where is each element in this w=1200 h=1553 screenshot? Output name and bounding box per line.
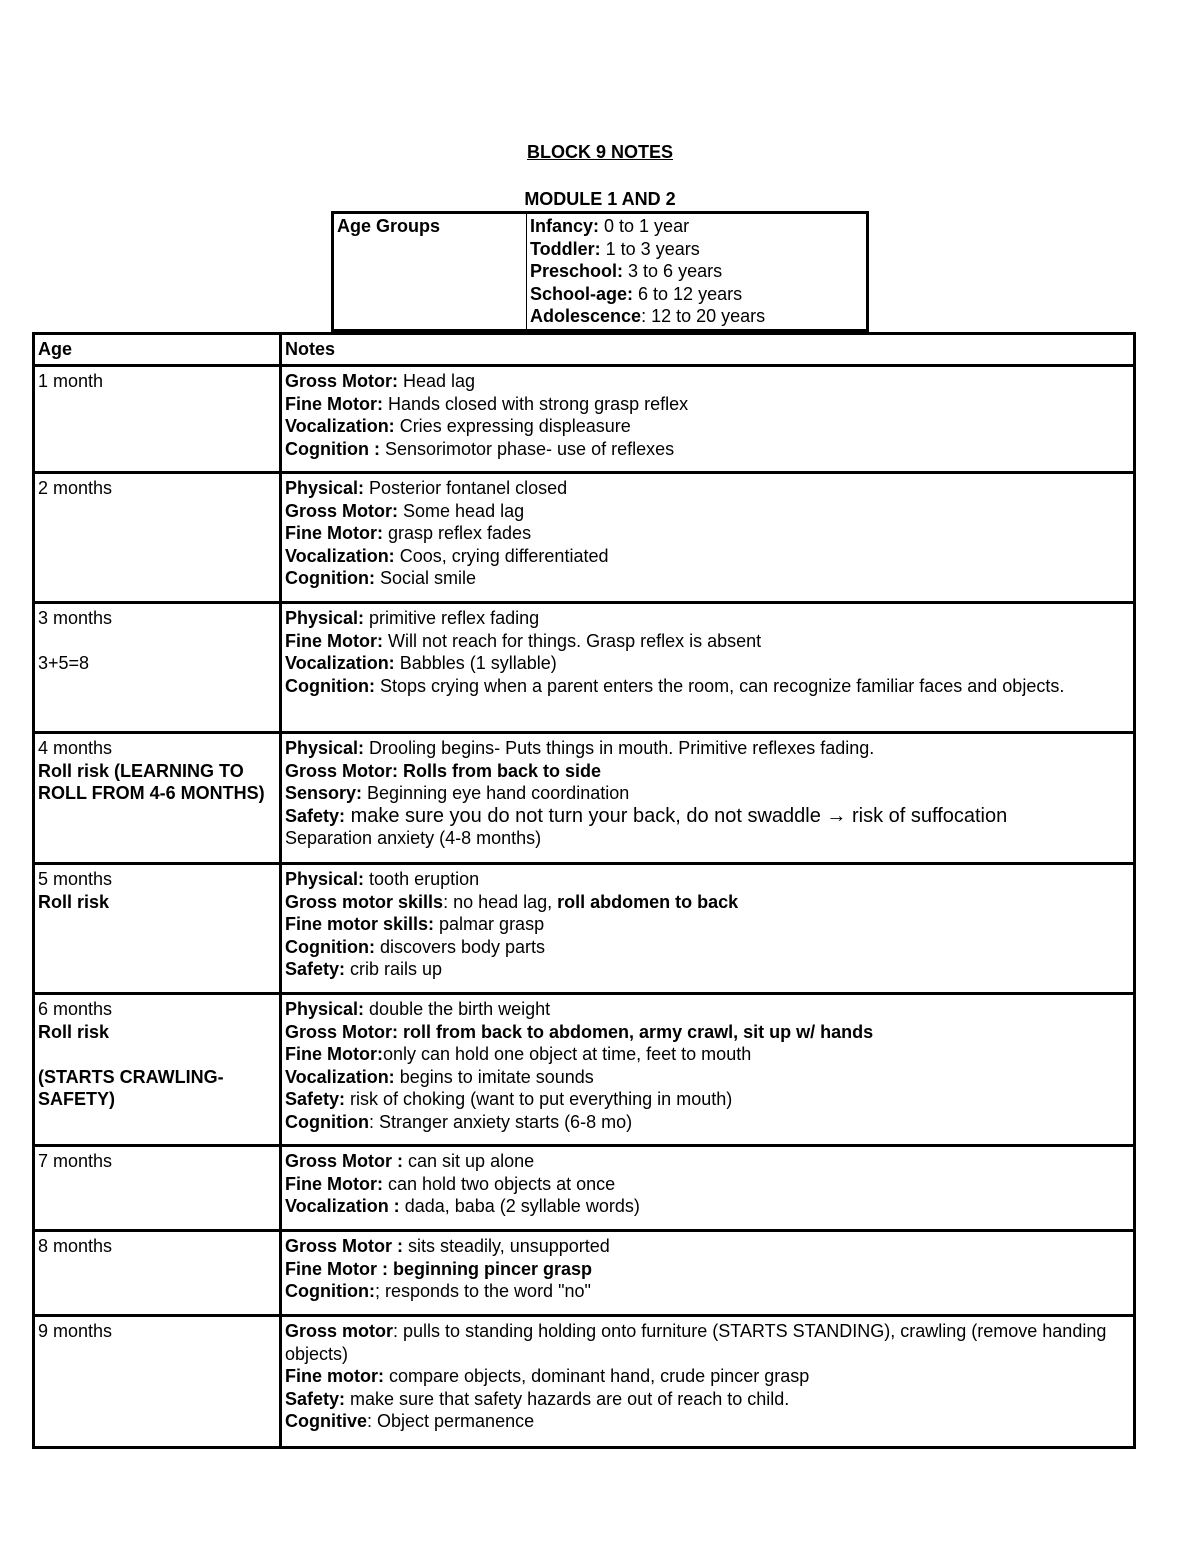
note-line: [285, 1280, 1129, 1303]
age-cell: [34, 473, 281, 603]
age-risk-note: Roll risk (LEARNING TO ROLL FROM 4-6 MONTHS): [38, 760, 265, 803]
note-category: Fine Motor:: [285, 393, 383, 414]
note-line: [285, 913, 1129, 936]
note-category: Fine motor:: [285, 1366, 384, 1386]
age-risk-note: (STARTS CRAWLING-SAFETY): [38, 1066, 224, 1109]
notes-cell: [281, 994, 1135, 1146]
note-line: [285, 675, 1129, 698]
note-line: [285, 393, 1129, 416]
table-row: [34, 864, 1135, 994]
note-line: [285, 438, 1129, 461]
note-text: only can hold one object at time, feet to mouth: [382, 1044, 752, 1064]
age-group-name: Adolescence: [530, 306, 642, 326]
note-category: Gross Motor:: [285, 1021, 399, 1042]
note-text: risk of choking (want to put everything in mouth): [345, 1089, 733, 1109]
age-group-range: 1 to 3 years: [600, 238, 700, 259]
age-label: 9 months: [38, 1321, 113, 1341]
age-group-range: 3 to 6 years: [623, 261, 723, 281]
note-line: [285, 652, 1129, 675]
note-category: Gross Motor :: [285, 1151, 404, 1171]
note-line: [285, 1111, 1129, 1134]
note-text: make sure you do not turn your back, do not swaddle → risk of suffocation: [345, 804, 1008, 827]
note-category: Physical:: [285, 738, 365, 758]
note-line: [285, 1173, 1129, 1196]
age-groups-list: [527, 213, 868, 331]
note-text: make sure that safety hazards are out of reach to child.: [345, 1388, 790, 1409]
note-category: Physical:: [285, 478, 365, 498]
note-category: Cognition :: [285, 438, 380, 459]
note-line: [285, 1235, 1129, 1258]
note-category: Fine Motor:: [285, 1173, 383, 1194]
note-text: double the birth weight: [364, 999, 551, 1019]
note-category: Fine Motor:: [285, 523, 383, 543]
table-row: [34, 1231, 1135, 1316]
note-category: Safety:: [285, 805, 346, 826]
note-text: compare objects, dominant hand, crude pincer grasp: [384, 1366, 810, 1386]
age-label: 6 months: [38, 999, 113, 1019]
note-text: Posterior fontanel closed: [364, 478, 568, 498]
table-row: [34, 366, 1135, 473]
note-line: [285, 415, 1129, 438]
note-text: Sensorimotor phase- use of reflexes: [379, 438, 675, 459]
note-text: tooth eruption: [364, 869, 480, 889]
age-group-item: [530, 260, 863, 283]
note-category: Gross motor: [285, 1321, 394, 1341]
table-row: [34, 733, 1135, 864]
age-cell: [34, 603, 281, 733]
note-category: Fine Motor :: [285, 1258, 388, 1279]
note-text: : no head lag,: [443, 891, 558, 912]
note-text: grasp reflex fades: [382, 523, 532, 543]
notes-cell: [281, 366, 1135, 473]
age-cell: [34, 733, 281, 864]
note-text: Cries expressing displeasure: [394, 416, 631, 436]
note-text: : pulls to standing holding onto furniture (STARTS STANDING), crawling (remove handing objects): [285, 1321, 1107, 1364]
note-line: [285, 805, 1129, 828]
note-category: Vocalization :: [285, 1196, 400, 1216]
age-cell: [34, 1146, 281, 1231]
note-category: Vocalization:: [285, 653, 395, 673]
note-line: [285, 567, 1129, 590]
table-row: [34, 994, 1135, 1146]
notes-cell: [281, 864, 1135, 994]
note-text: Separation anxiety (4-8 months): [285, 828, 542, 848]
milestones-table: [32, 332, 1136, 1449]
note-line: [285, 891, 1129, 914]
note-category: Gross Motor:: [285, 760, 399, 781]
note-line: [285, 1320, 1129, 1365]
note-category: Gross Motor :: [285, 1236, 404, 1256]
age-group-item: [530, 283, 863, 306]
note-line: [285, 500, 1129, 523]
age-label: 4 months: [38, 738, 113, 758]
note-text-emphasis: roll from back to abdomen, army crawl, sit up w/ hands: [398, 1021, 874, 1042]
age-risk-note: Roll risk: [38, 891, 110, 912]
note-category: Cognition:: [285, 936, 375, 957]
note-text: palmar grasp: [434, 914, 545, 934]
note-text: can sit up alone: [403, 1151, 535, 1171]
notes-cell: [281, 1146, 1135, 1231]
note-line: [285, 1195, 1129, 1218]
note-text: sits steadily, unsupported: [403, 1236, 610, 1256]
note-line: [285, 936, 1129, 959]
note-category: Safety:: [285, 1388, 346, 1409]
notes-cell: [281, 473, 1135, 603]
note-category: Cognition:: [285, 675, 375, 696]
age-group-range: 6 to 12 years: [633, 283, 743, 304]
age-group-name: Toddler:: [530, 238, 601, 259]
note-line: [285, 782, 1129, 805]
note-text: Drooling begins- Puts things in mouth. Primitive reflexes fading.: [364, 738, 875, 758]
note-category: Physical:: [285, 608, 365, 628]
note-text: Coos, crying differentiated: [394, 545, 609, 566]
age-group-item: [530, 215, 863, 238]
note-category: Vocalization:: [285, 1066, 395, 1087]
age-extra-note: 3+5=8: [38, 653, 90, 673]
note-text: Babbles (1 syllable): [394, 653, 557, 673]
note-line: [285, 630, 1129, 653]
note-category: Safety:: [285, 959, 346, 979]
age-cell: [34, 864, 281, 994]
note-category: Cognitive: [285, 1411, 368, 1431]
note-category: Vocalization:: [285, 416, 395, 436]
age-cell: [34, 366, 281, 473]
note-line: [285, 868, 1129, 891]
age-label: 5 months: [38, 869, 113, 889]
note-text: Hands closed with strong grasp reflex: [382, 393, 689, 414]
note-line: [285, 1066, 1129, 1089]
table-row: [34, 473, 1135, 603]
age-risk-note: Roll risk: [38, 1021, 110, 1042]
table-row: [34, 1146, 1135, 1231]
note-category: Vocalization:: [285, 545, 395, 566]
document-subtitle: MODULE 1 AND 2: [524, 189, 676, 209]
age-cell: [34, 994, 281, 1146]
note-text: can hold two objects at once: [382, 1173, 616, 1194]
age-groups-row: [333, 213, 868, 331]
note-line: [285, 737, 1129, 760]
note-text: dada, baba (2 syllable words): [399, 1196, 640, 1216]
age-label: 8 months: [38, 1236, 113, 1256]
note-text: Some head lag: [398, 500, 525, 521]
age-group-range: : 12 to 20 years: [641, 306, 766, 326]
age-label: 7 months: [38, 1151, 113, 1171]
note-text: discovers body parts: [374, 936, 546, 957]
note-category: Fine Motor:: [285, 1044, 383, 1064]
note-text: : Object permanence: [367, 1411, 535, 1431]
notes-cell: [281, 733, 1135, 864]
header-age: Age: [34, 334, 281, 366]
note-line: [285, 958, 1129, 981]
note-category: Gross Motor:: [285, 371, 399, 391]
table-row: [34, 603, 1135, 733]
note-line: [285, 477, 1129, 500]
note-text-emphasis: roll abdomen to back: [557, 891, 739, 912]
note-category: Fine Motor:: [285, 630, 383, 651]
header-notes: Notes: [281, 334, 1135, 366]
note-line: [285, 607, 1129, 630]
note-text: primitive reflex fading: [364, 608, 540, 628]
note-category: Physical:: [285, 999, 365, 1019]
note-line: [285, 1410, 1129, 1433]
age-cell: [34, 1231, 281, 1316]
age-group-range: 0 to 1 year: [599, 216, 690, 236]
note-text: ; responds to the word "no": [374, 1281, 591, 1301]
note-line: [285, 1021, 1129, 1044]
age-group-name: School-age:: [530, 283, 634, 304]
age-group-name: Preschool:: [530, 261, 624, 281]
note-category: Gross Motor:: [285, 500, 399, 521]
note-line: [285, 998, 1129, 1021]
note-text: Social smile: [374, 568, 476, 588]
note-text: Beginning eye hand coordination: [362, 783, 630, 803]
note-text: Will not reach for things. Grasp reflex is absent: [382, 630, 762, 651]
note-text: : Stranger anxiety starts (6-8 mo): [368, 1111, 633, 1132]
age-groups-table: [331, 211, 869, 332]
note-line: [285, 1043, 1129, 1066]
note-category: Cognition:: [285, 568, 375, 588]
note-category: Cognition:: [285, 1281, 375, 1301]
table-row: [34, 1316, 1135, 1448]
note-text: Stops crying when a parent enters the room, can recognize familiar faces and objects.: [374, 675, 1065, 696]
document-title: BLOCK 9 NOTES: [526, 142, 673, 162]
note-category: Gross motor skills: [285, 891, 444, 912]
table-header-row: [34, 334, 1135, 366]
note-line: [285, 827, 1129, 850]
note-line: [285, 1150, 1129, 1173]
notes-cell: [281, 1316, 1135, 1448]
note-line: [285, 1388, 1129, 1411]
note-category: Sensory:: [285, 783, 363, 803]
note-text-emphasis: beginning pincer grasp: [387, 1258, 593, 1279]
note-text: begins to imitate sounds: [394, 1066, 594, 1087]
age-label: 1 month: [38, 371, 104, 391]
note-line: [285, 545, 1129, 568]
note-line: [285, 370, 1129, 393]
note-line: [285, 1365, 1129, 1388]
note-category: Fine motor skills:: [285, 914, 435, 934]
note-category: Cognition: [285, 1111, 369, 1132]
note-text: crib rails up: [345, 959, 443, 979]
notes-cell: [281, 1231, 1135, 1316]
age-label: 2 months: [38, 478, 113, 498]
note-line: [285, 522, 1129, 545]
age-label: 3 months: [38, 608, 113, 628]
age-groups-label: Age Groups: [333, 213, 527, 331]
note-text-emphasis: Rolls from back to side: [398, 760, 602, 781]
age-group-item: [530, 305, 863, 328]
age-group-item: [530, 238, 863, 261]
age-group-name: Infancy:: [530, 216, 600, 236]
note-line: [285, 1088, 1129, 1111]
note-category: Physical:: [285, 869, 365, 889]
notes-cell: [281, 603, 1135, 733]
age-cell: [34, 1316, 281, 1448]
note-line: [285, 760, 1129, 783]
note-category: Safety:: [285, 1089, 346, 1109]
note-line: [285, 1258, 1129, 1281]
note-text: Head lag: [398, 371, 476, 391]
